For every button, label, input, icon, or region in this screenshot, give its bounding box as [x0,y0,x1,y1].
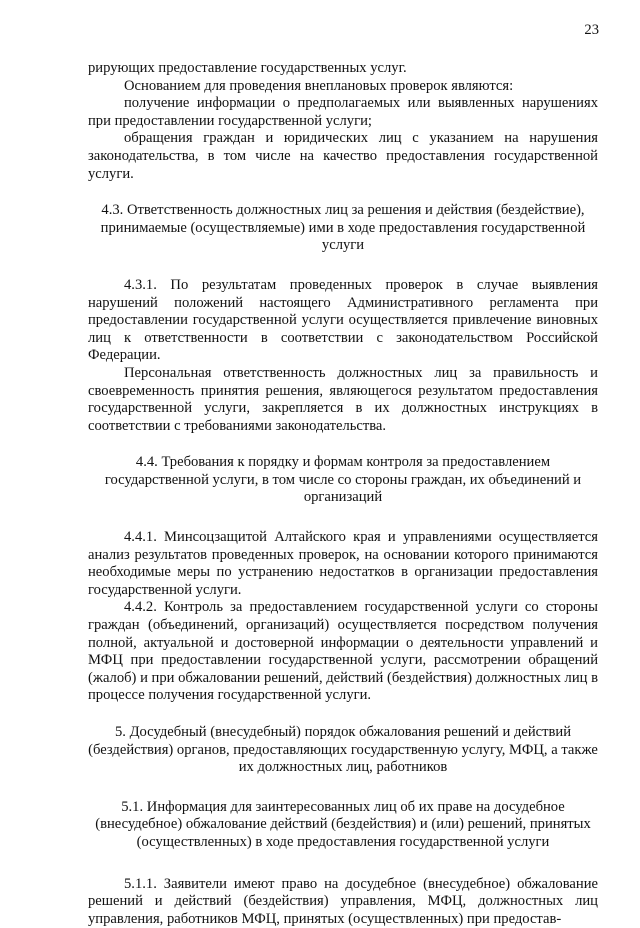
body-paragraph: 5.1.1. Заявители имеют право на досудебное (внесудебное) обжалование решений и действий (бездействия) управления, МФЦ, должностных лиц управления, работников МФЦ, принятых (осуществленных) при предостав- [88,875,598,927]
body-paragraph: 4.4.1. Минсоцзащитой Алтайского края и управлениями осуществляется анализ результатов проведенных проверок, на основании которого принимаются необходимые меры по устранению недостатков в организации предоставления государственной услуги. [88,529,598,598]
body-paragraph: получение информации о предполагаемых или выявленных нарушениях при предоставлении государственной услуги; [88,95,598,129]
section-heading: 5. Досудебный (внесудебный) порядок обжалования решений и действий (бездействия) органов, предоставляющих государственную услугу, МФЦ, а также их должностных лиц, работников [88,724,598,776]
body-paragraph: 4.3.1. По результатам проведенных проверок в случае выявления нарушений положений настоящего Административного регламента при предоставлении государственной услуги осуществляется привлечение виновных лиц к ответственности в соответствии с законодательством Российской Федерации. [88,276,598,364]
body-paragraph: Персональная ответственность должностных лиц за правильность и своевременность принятия решения, являющегося результатом предоставления государственной услуги, закрепляется в их должностных инструкциях в соответствии с требованиями законодательства. [88,364,598,434]
section-heading: 5.1. Информация для заинтересованных лиц об их праве на досудебное (внесудебное) обжалование действий (бездействия) и (или) решений, принятых (осуществленных) в ходе предоставления государственной услуги [95,798,591,850]
section-heading: 4.4. Требования к порядку и формам контроля за предоставлением государственной услуги, в том числе со стороны граждан, их объединений и организаций [104,454,582,506]
body-paragraph: 4.4.2. Контроль за предоставлением государственной услуги со стороны граждан (объединений, организаций) осуществляется посредством получения полной, актуальной и достоверной информации о деятельности управлений и МФЦ при предоставлении государственной услуги, рассмотрении обращений (жалоб) и при обжаловании решений, действий (бездействия) должностных лиц в процессе получения государственной услуги. [88,599,598,704]
document-body [88,60,598,928]
continued-paragraph: рирующих предоставление государственных услуг. [88,60,407,76]
body-paragraph: Основанием для проведения внеплановых проверок являются: [124,77,514,94]
section-heading: 4.3. Ответственность должностных лиц за решения и действия (бездействие), принимаемые (осуществляемые) ими в ходе предоставления государственной услуги [100,202,586,254]
body-paragraph: обращения граждан и юридических лиц с указанием на нарушения законодательства, в том числе на качество предоставления государственной услуги. [88,130,598,182]
page-number: 23 [584,22,599,38]
